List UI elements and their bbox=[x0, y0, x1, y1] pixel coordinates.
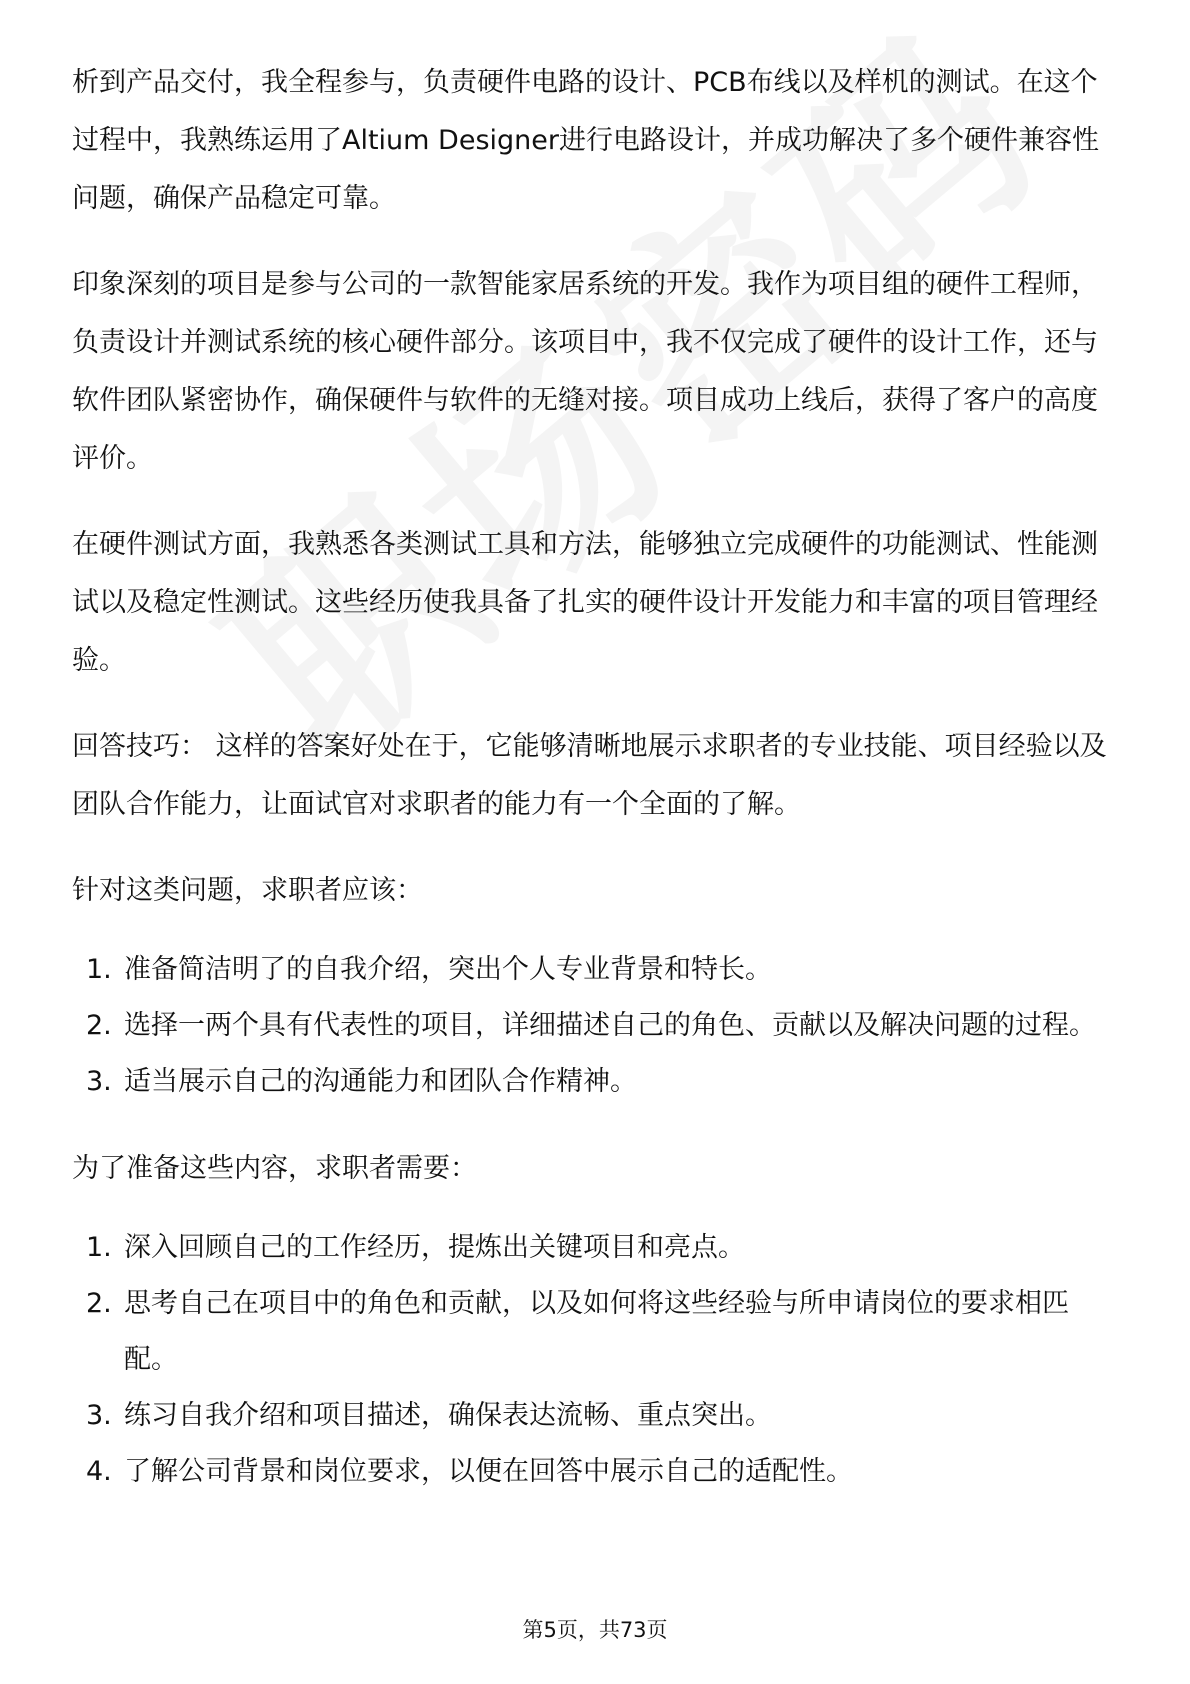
list-advice bbox=[72, 942, 1122, 1110]
paragraph-testing: 在硬件测试方面，我熟悉各类测试工具和方法，能够独立完成硬件的功能测试、性能测试以及稳定性测试。这些经历使我具备了扎实的硬件设计开发能力和丰富的项目管理经验。 bbox=[72, 529, 1098, 676]
paragraph-answer-tips: 回答技巧： 这样的答案好处在于，它能够清晰地展示求职者的专业技能、项目经验以及团队合作能力，让面试官对求职者的能力有一个全面的了解。 bbox=[72, 731, 1107, 820]
list-item: 2. 选择一两个具有代表性的项目，详细描述自己的角色、贡献以及解决问题的过程。 bbox=[86, 1010, 1096, 1041]
paragraph-list-intro-2: 为了准备这些内容，求职者需要： bbox=[72, 1153, 477, 1184]
document-body bbox=[72, 54, 1122, 1500]
list-preparation bbox=[72, 1220, 1122, 1500]
list-item: 1. 准备简洁明了的自我介绍，突出个人专业背景和特长。 bbox=[86, 954, 772, 985]
paragraph-project: 印象深刻的项目是参与公司的一款智能家居系统的开发。我作为项目组的硬件工程师，负责设计并测试系统的核心硬件部分。该项目中，我不仅完成了硬件的设计工作，还与软件团队紧密协作，确保硬件与软件的无缝对接。项目成功上线后，获得了客户的高度评价。 bbox=[72, 269, 1098, 474]
list-item: 2. 思考自己在项目中的角色和贡献，以及如何将这些经验与所申请岗位的要求相匹配。 bbox=[86, 1288, 1069, 1375]
page-number: 第5页，共73页 bbox=[522, 1618, 668, 1642]
list-item: 1. 深入回顾自己的工作经历，提炼出关键项目和亮点。 bbox=[86, 1232, 745, 1263]
paragraph-experience: 析到产品交付，我全程参与，负责硬件电路的设计、PCB布线以及样机的测试。在这个过程中，我熟练运用了Altium Designer进行电路设计，并成功解决了多个硬件兼容性问题，确保产品稳定可靠。 bbox=[72, 67, 1099, 214]
paragraph-list-intro-1: 针对这类问题，求职者应该： bbox=[72, 875, 423, 906]
list-item: 3. 适当展示自己的沟通能力和团队合作精神。 bbox=[86, 1066, 637, 1097]
list-item: 4. 了解公司背景和岗位要求，以便在回答中展示自己的适配性。 bbox=[86, 1456, 853, 1487]
list-item: 3. 练习自我介绍和项目描述，确保表达流畅、重点突出。 bbox=[86, 1400, 772, 1431]
